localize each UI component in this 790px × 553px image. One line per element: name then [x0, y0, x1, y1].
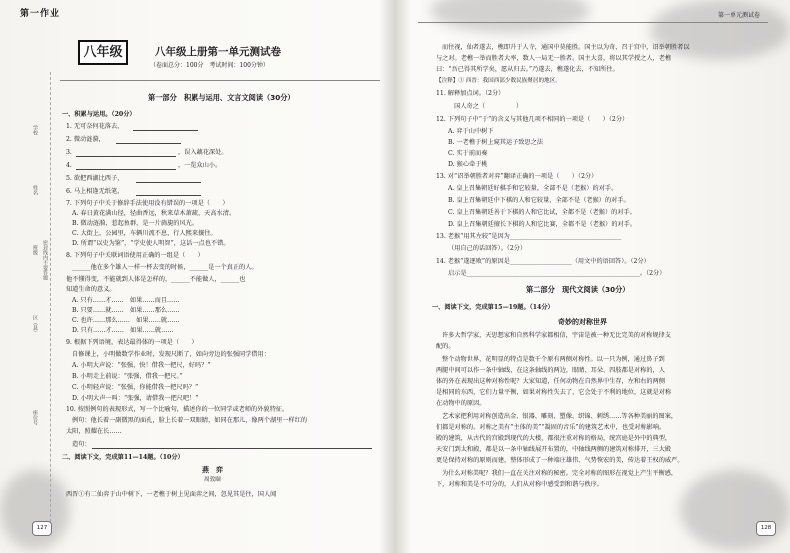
- question-3-num: 3.: [66, 149, 72, 156]
- q7-option-b[interactable]: B. 微动涟漪，惹起鱼群，是一片旖旎的风光。: [72, 220, 199, 227]
- reading-text: 西晋①有二仙弈于山中树下，一老樵于树上见面弈之间，忽见其是往，国人闻: [66, 491, 277, 498]
- q12-option-d[interactable]: D. 猴心牵于桃: [448, 161, 488, 168]
- essay-line: 下，对称和美是不可分的，人们从对称中感受到和谐与秩序。: [436, 481, 604, 488]
- essay-line: 们都是对称的。对称之美有“主体的美”“凝固的音乐”的建筑艺术中，也受对称影响。: [436, 424, 666, 431]
- side-school: 学校: [32, 125, 38, 135]
- reading-cont-2: 与之对。老樵一举而胜者大率，数人一局无一胜者。国主大喜，将以其学授之人，老樵: [436, 55, 672, 62]
- essay-line: 为什么对称美呢？我们一直在关注对称的秘密。完全对称的图形在视觉上产生平衡感，: [442, 470, 678, 477]
- essay-line: 整个动物世界，花明显的特点是数千个原有两侧对称性。以一只为例，通过鼻子到: [442, 356, 665, 363]
- essay-line: 殿的建筑，从古代的宫殿到现代的大楼，都很注重对称的格局，统宫庭是外中的典型，: [436, 435, 672, 442]
- question-8: 8. 下列句子中关联词语使用正确的一组是（ ）: [66, 252, 204, 259]
- q8-passage-3: 知道生命的意义。: [66, 286, 116, 293]
- answer-line-3[interactable]: [76, 156, 176, 157]
- essay-title: 奇妙的对称世界: [558, 317, 607, 326]
- q7-option-c[interactable]: C. 大街上，公园里，车辆川流不息，行人熙来攘往。: [72, 230, 217, 237]
- question-14: 14. 老猴“遂逐败”的原因是____________________（用文中的语回答）。（2分）: [436, 258, 650, 265]
- q10-answer-line[interactable]: [92, 448, 372, 449]
- question-14-b: 启示是________________________________________________________。（2分）: [448, 270, 666, 277]
- essay-line: 许多大哲学家、天思想家和自然科学家都相信，宇宙是被一种无比完美的对称规律支: [442, 332, 671, 339]
- q10-example-2: 太阳，照耀在长……: [66, 428, 122, 435]
- question-13: 13. 对“诏举朝胜者对弈”翻译正确的一项是（ ）（2分）: [436, 173, 598, 180]
- question-13b-note: （用自己的话回答）。（2分）: [448, 245, 527, 252]
- q11-item[interactable]: 国人奇之（ ）: [448, 103, 523, 110]
- essay-line: 两腿中间可以作一条中轴线，在这条轴线的两边，眼睛、耳朵、四肢都是对称的，人: [436, 367, 665, 374]
- answer-line-5[interactable]: [136, 182, 201, 183]
- reading-title: 燕 弈: [202, 465, 223, 474]
- essay-line: 配的。: [436, 343, 455, 350]
- q13-option-c[interactable]: C. 皇上召集朝廷善于下棋的人和它比试，全都不是（老猴）的对手。: [448, 209, 636, 216]
- side-class: 班级: [32, 245, 38, 255]
- question-3: ，误入藕花深处。: [178, 149, 228, 156]
- q8-option-c[interactable]: C. 也许……那么…… 如果……就……: [72, 317, 180, 324]
- q9-option-b[interactable]: B. 小明走上前说：“张强，借我一把尺。”: [72, 373, 183, 380]
- question-1: 1. 无可奈何花落去，: [66, 123, 124, 130]
- essay-line: 在动物中的原因。: [436, 400, 486, 407]
- question-5: 5. 欲把西湖比西子，: [66, 175, 124, 182]
- q10-answer-label: 造句：: [72, 441, 91, 448]
- section-2: 二、阅读下文，完成第11—14题。（10分）: [62, 454, 184, 461]
- side-seal-text: 密封线内不要答题: [42, 240, 48, 280]
- question-10: 10. 按照例句的表现形式，写一个比喻句，描述你的一位同学或老师的外貌特征。: [66, 406, 289, 413]
- question-9: 9. 根据下列语境，表达最得体的一项是（ ）: [66, 339, 198, 346]
- q13-option-a[interactable]: A. 皇上召集朝廷好棋手和它较量，全部不是（老猴）的对手。: [448, 185, 618, 192]
- q9-option-d[interactable]: D. 小明大声一叫：“张强，请借我一把尺吧！”: [72, 395, 199, 402]
- question-11: 11. 解释加点词。（2分）: [436, 90, 505, 97]
- part2-title: 第二部分 现代文阅读（30分）: [526, 285, 630, 294]
- exam-info: （卷面总分：100分 考试时间：100分钟）: [150, 62, 269, 69]
- question-6: 6. 马上相逢无纸笔，: [66, 188, 124, 195]
- reading-cont-1: 而往视，仙者遂去，樵即升于人寺，通国中莫能胜。国主以为奇，召于宫中，诏举朝胜者以: [442, 44, 690, 51]
- q8-passage-1: ______他在多个雄人一样一杯去变的时候，______是一个真正的人。: [72, 264, 258, 271]
- essay-line: 艺术家把利用对称创造出金、银器、雕刻、塑像、织锦、刺绣……等各种美丽的图案，: [442, 413, 678, 420]
- section-1: 一、积累与运用。（20分）: [62, 111, 136, 118]
- header-divider: [418, 22, 768, 23]
- grade-badge: 八年级: [78, 40, 128, 65]
- q13-option-b[interactable]: B. 皇上召集朝廷中下棋的人和它较量，全部不是（老猴）的对手。: [448, 197, 630, 204]
- question-7: 7. 下列句子中关于修辞手法使用没有错误的一项是（ ）: [66, 200, 229, 207]
- q8-option-b[interactable]: B. 只要……就…… 如果……那么……: [72, 307, 180, 314]
- q9-option-c[interactable]: C. 小明轻声说：“张强，你能借我一把尺吗？”: [72, 384, 199, 391]
- q10-example-1: 例句：他长着一副微黑的面孔，脸上长着一双眼睛，如同在那儿，像两个湖里一样红的: [72, 417, 308, 424]
- answer-line-1[interactable]: [133, 130, 198, 131]
- q7-option-d[interactable]: D. 所谓“以史为鉴”，“学史使人明智”，这话一点也不错。: [72, 240, 230, 247]
- answer-line-4[interactable]: [76, 169, 176, 170]
- q7-option-a[interactable]: A. 春日黄花满山径，径曲香远，秋来草木萧疏，天高水清。: [72, 210, 236, 217]
- reading-cont-3: 曰：“吾已得其所学矣，愿从归去。”乃遂去，樵遂化去，不知所往。: [436, 66, 619, 73]
- q13-option-d[interactable]: D. 皇上召集朝廷擅长下棋的人和它比赛，全都不是（老猴）的对手。: [448, 221, 637, 228]
- side-name: 姓名: [32, 185, 38, 195]
- footnote: 【注释】① 西晋：我国西部少数民族聚居的地区。: [436, 78, 561, 84]
- page-number-right: 128: [756, 521, 776, 536]
- question-2: 2. 微动涟漪，: [66, 136, 105, 143]
- right-page: [398, 0, 790, 553]
- answer-line-2[interactable]: [116, 143, 181, 144]
- essay-line: 更是保持对称的原则而建，整体形成了一种端庄雄伟、气势恢宏的美，传达着王权的威严。: [436, 457, 684, 464]
- essay-line: 体的外在表现出这种对称性呢？大家知道，任何动物在自然界中生存，左和右的两侧: [436, 378, 665, 385]
- essay-line: 是相同的东西，它们力量平衡，如果对称性失去了，它会处于不利的地位，这就是对称: [436, 389, 672, 396]
- section-3: 一、阅读下文，完成第15—19题。（14分）: [432, 304, 554, 311]
- question-4-num: 4.: [66, 162, 72, 169]
- series-header: 第一作业: [20, 9, 61, 19]
- question-4: ，一览众山小。: [178, 162, 222, 169]
- q12-option-b[interactable]: B. 一老樵于树上窥其运子致思之法: [448, 139, 544, 146]
- q9-context: 自修课上，小明做数学作业时，发现尺断了，如向旁边的张强同学借用：: [72, 351, 270, 358]
- reading-author: 周敦颐: [204, 477, 221, 483]
- q12-option-a[interactable]: A. 弈于山中树下: [448, 128, 494, 135]
- page-number-left: 127: [32, 521, 52, 536]
- q8-option-a[interactable]: A. 只有……才…… 如果……而且……: [72, 297, 180, 304]
- essay-line: 天安门到太和殿，都是以一条中轴线展开布置的，中轴线两侧的建筑对称排开，三大殿: [436, 446, 672, 453]
- divider: [60, 80, 380, 81]
- q8-passage-2: 他不懂得变，不能就到人体是怎样的，______不能做人，______也: [66, 276, 246, 283]
- left-page: [0, 0, 392, 553]
- seal-line: [50, 72, 51, 527]
- q9-option-a[interactable]: A. 小明大声说：“张强，快！借我一把尺，好吗？”: [72, 362, 211, 369]
- q8-option-d[interactable]: D. 只有……才…… 如果……就……: [72, 327, 174, 334]
- q12-option-c[interactable]: C. 实于前而奏: [448, 150, 488, 157]
- unit-header: 第一单元测试卷: [717, 12, 760, 19]
- side-district: 区（县）: [32, 315, 38, 335]
- question-12: 12. 下列句子中“于”的含义与其他几项不相同的一项是（ ）（2分）: [436, 116, 629, 123]
- part1-title: 第一部分 积累与运用、文言文阅读（30分）: [148, 93, 295, 102]
- page-title: 八年级上册第一单元测试卷: [155, 46, 281, 58]
- question-13b: 13. 老猴“用其左较”是因为____________________________________: [436, 233, 622, 240]
- answer-line-6[interactable]: [136, 195, 201, 196]
- side-seat: 座位号: [32, 410, 38, 425]
